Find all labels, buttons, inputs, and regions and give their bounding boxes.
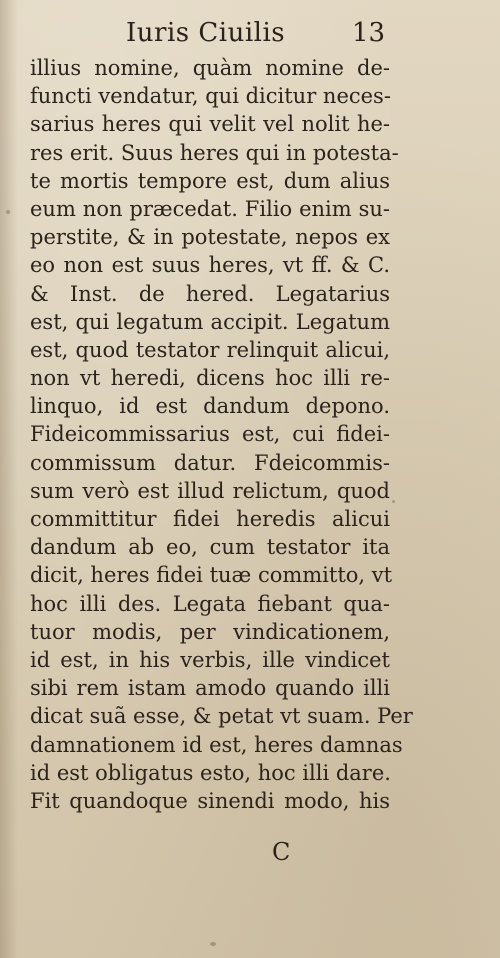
page-header [0,14,500,54]
text-line: illius nomine, quàm nomine de- [30,56,390,80]
text-line: eo non est suus heres, vt ff. & C. [30,253,390,278]
catchword: C [272,838,291,866]
text-line: te mortis tempore est, dum alius [30,168,390,193]
text-line: eum non præcedat. Filio enim su- [30,196,390,221]
text-line: functi vendatur, qui dicitur neces- [30,84,391,109]
folio-number: 13 [352,18,386,48]
text-line: & Inst. de hered. Legatarius [30,281,390,306]
text-line: tuor modis, per vindicationem, [30,619,390,644]
text-line: non vt heredi, dicens hoc illi re- [30,366,390,391]
text-line: est, quod testator relinquit alicui, [30,337,390,362]
running-title: Iuris Ciuilis [126,18,286,48]
text-line: id est, in his verbis, ille vindicet [30,647,390,672]
text-line: Fit quandoque sinendi modo, his [30,788,390,813]
text-line: res erit. Suus heres qui in potesta- [30,140,399,165]
text-line: perstite, & in potestate, nepos ex [30,225,390,250]
text-line: commissum datur. Fdeicommis- [30,450,390,475]
paper-speck [392,500,395,503]
text-line: est, qui legatum accipit. Legatum [30,309,390,334]
text-line: sibi rem istam amodo quando illi [30,676,390,701]
paper-speck [210,942,216,946]
text-line: hoc illi des. Legata fiebant qua- [30,591,390,616]
gutter-shadow [0,0,18,958]
text-line: dicat suã esse, & petat vt suam. Per [30,704,413,729]
text-line: committitur fidei heredis alicui [30,507,390,531]
text-line: linquo, id est dandum depono. [30,394,390,419]
text-line: Fideicommissarius est, cui fidei- [30,422,390,447]
body-text [30,54,413,815]
text-line: dicit, heres fidei tuæ committo, vt [30,563,393,588]
text-line: dandum ab eo, cum testator ita [30,535,390,560]
text-line: damnationem id est, heres damnas [30,732,403,757]
text-line: sum verò est illud relictum, quod [30,478,390,503]
paper-speck [6,210,10,214]
text-line: id est obligatus esto, hoc illi dare. [30,760,391,785]
text-line: sarius heres qui velit vel nolit he- [30,112,390,137]
